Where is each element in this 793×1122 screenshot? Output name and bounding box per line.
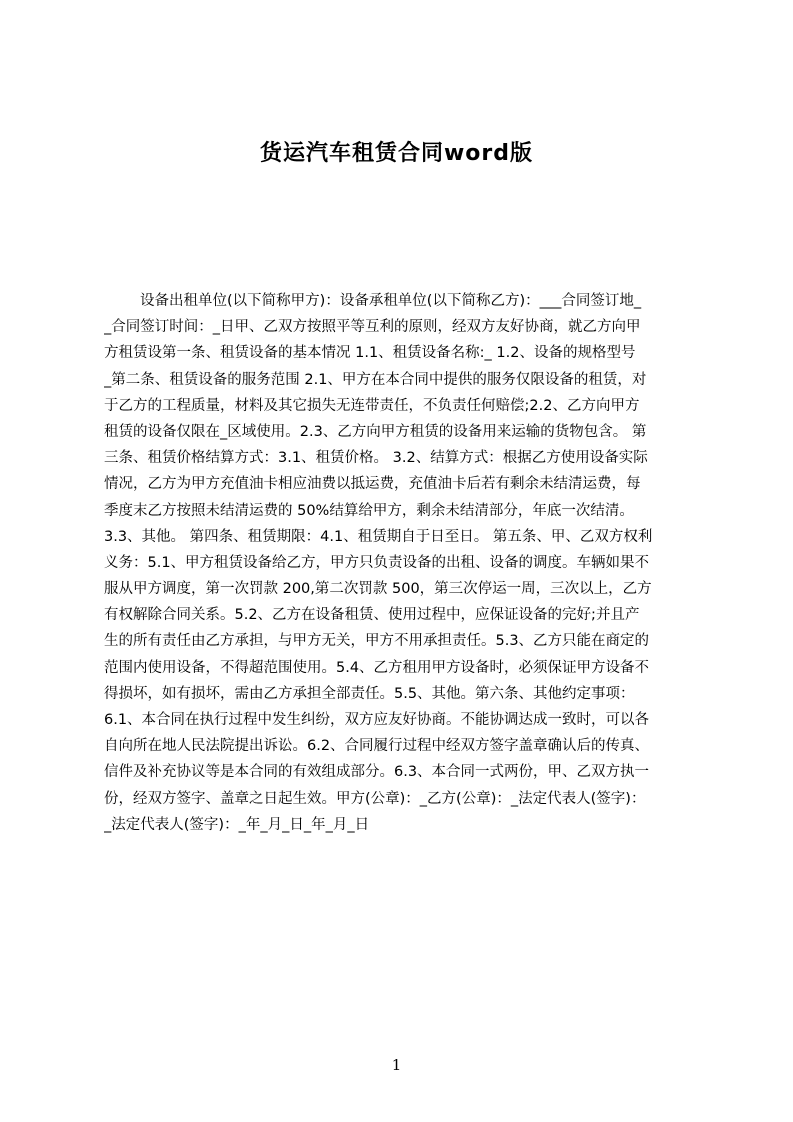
body-line-11: 义务：5.1、甲方租赁设备给乙方，甲方只负责设备的出租、设备的调度。车辆如果不	[104, 554, 650, 571]
body-line-19: 信件及补充协议等是本合同的有效组成部分。6.3、本合同一式两份，甲、乙双方执一	[104, 764, 650, 781]
body-line-18: 自向所在地人民法院提出诉讼。6.2、合同履行过程中经双方签字盖章确认后的传真、	[104, 738, 650, 755]
body-line-3: 方租赁设第一条、租赁设备的基本情况 1.1、租赁设备名称:_ 1.2、设备的规格型号	[104, 345, 636, 362]
body-line-12: 服从甲方调度，第一次罚款 200,第二次罚款 500，第三次停运一周，三次以上，乙方	[104, 581, 652, 598]
body-line-7: 三条、租赁价格结算方式：3.1、租赁价格。 3.2、结算方式：根据乙方使用设备实际	[104, 450, 648, 467]
body-line-5: 于乙方的工程质量，材料及其它损失无连带责任，不负责任何赔偿;2.2、乙方向甲方	[104, 397, 640, 414]
body-line-4: _第二条、租赁设备的服务范围 2.1、甲方在本合同中提供的服务仅限设备的租赁，对	[104, 371, 647, 388]
body-line-9: 季度末乙方按照未结清运费的 50%结算给甲方，剩余未结清部分，年底一次结清。	[104, 502, 634, 519]
body-line-6: 租赁的设备仅限在_区域使用。2.3、乙方向甲方租赁的设备用来运输的货物包含。 第	[104, 423, 647, 440]
body-line-15: 范围内使用设备，不得超范围使用。5.4、乙方租用甲方设备时，必须保证甲方设备不	[104, 659, 650, 676]
body-line-20: 份，经双方签字、盖章之日起生效。甲方(公章)：_乙方(公章)：_法定代表人(签字)：	[104, 790, 646, 807]
body-line-16: 得损坏，如有损坏，需由乙方承担全部责任。5.5、其他。第六条、其他约定事项：	[104, 685, 635, 702]
body-line-21: _法定代表人(签字)：_年_月_日_年_月_日	[104, 816, 370, 833]
contract-body	[104, 288, 696, 848]
body-line-1: 设备出租单位(以下简称甲方)：设备承租单位(以下简称乙方)：___合同签订地_	[140, 293, 642, 309]
body-line-14: 生的所有责任由乙方承担，与甲方无关，甲方不用承担责任。5.3、乙方只能在商定的	[104, 633, 650, 650]
body-line-2: _合同签订时间：_日甲、乙双方按照平等互利的原则，经双方友好协商，就乙方向甲	[104, 319, 641, 336]
body-line-13: 有权解除合同关系。5.2、乙方在设备租赁、使用过程中，应保证设备的完好;并且产	[104, 607, 640, 624]
body-line-17: 6.1、本合同在执行过程中发生纠纷，双方应友好协商。不能协调达成一致时，可以各	[104, 712, 650, 728]
page-number: 1	[391, 1056, 402, 1074]
document-title: 货运汽车租赁合同word版	[259, 141, 534, 166]
body-line-8: 情况，乙方为甲方充值油卡相应油费以抵运费，充值油卡后若有剩余未结清运费，每	[104, 476, 641, 493]
body-line-10: 3.3、其他。 第四条、租赁期限：4.1、租赁期自于日至日。 第五条、甲、乙双方权利	[104, 528, 653, 545]
